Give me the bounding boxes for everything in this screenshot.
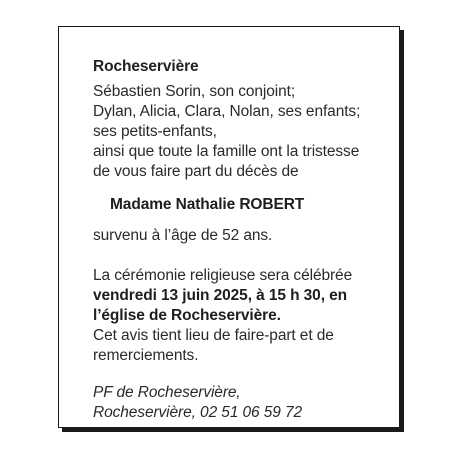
ceremony-intro: La cérémonie religieuse sera célébrée (93, 267, 353, 284)
town-heading: Rocheservière (93, 58, 199, 75)
deceased-name: Madame Nathalie ROBERT (110, 196, 305, 213)
closing-line: Cet avis tient lieu de faire-part et de (93, 327, 334, 344)
family-line: Dylan, Alicia, Clara, Nolan, ses enfants; (93, 103, 361, 120)
ceremony-location: l’église de Rocheservière. (93, 307, 281, 324)
closing-line: remerciements. (93, 347, 199, 364)
funeral-home-name: PF de Rocheservière, (93, 384, 241, 401)
family-line: de vous faire part du décès de (93, 163, 299, 180)
ceremony-date: vendredi 13 juin 2025, à 15 h 30, en (93, 287, 347, 304)
family-line: ses petits-enfants, (93, 123, 217, 140)
spacer (93, 366, 393, 383)
notice-content (93, 57, 393, 423)
family-line: Sébastien Sorin, son conjoint; (93, 83, 296, 100)
death-notice (58, 26, 400, 428)
family-line: ainsi que toute la famille ont la tristesse (93, 143, 360, 160)
age-line: survenu à l’âge de 52 ans. (93, 227, 273, 244)
spacer (93, 246, 393, 266)
funeral-home-contact: Rocheservière, 02 51 06 59 72 (93, 404, 303, 421)
